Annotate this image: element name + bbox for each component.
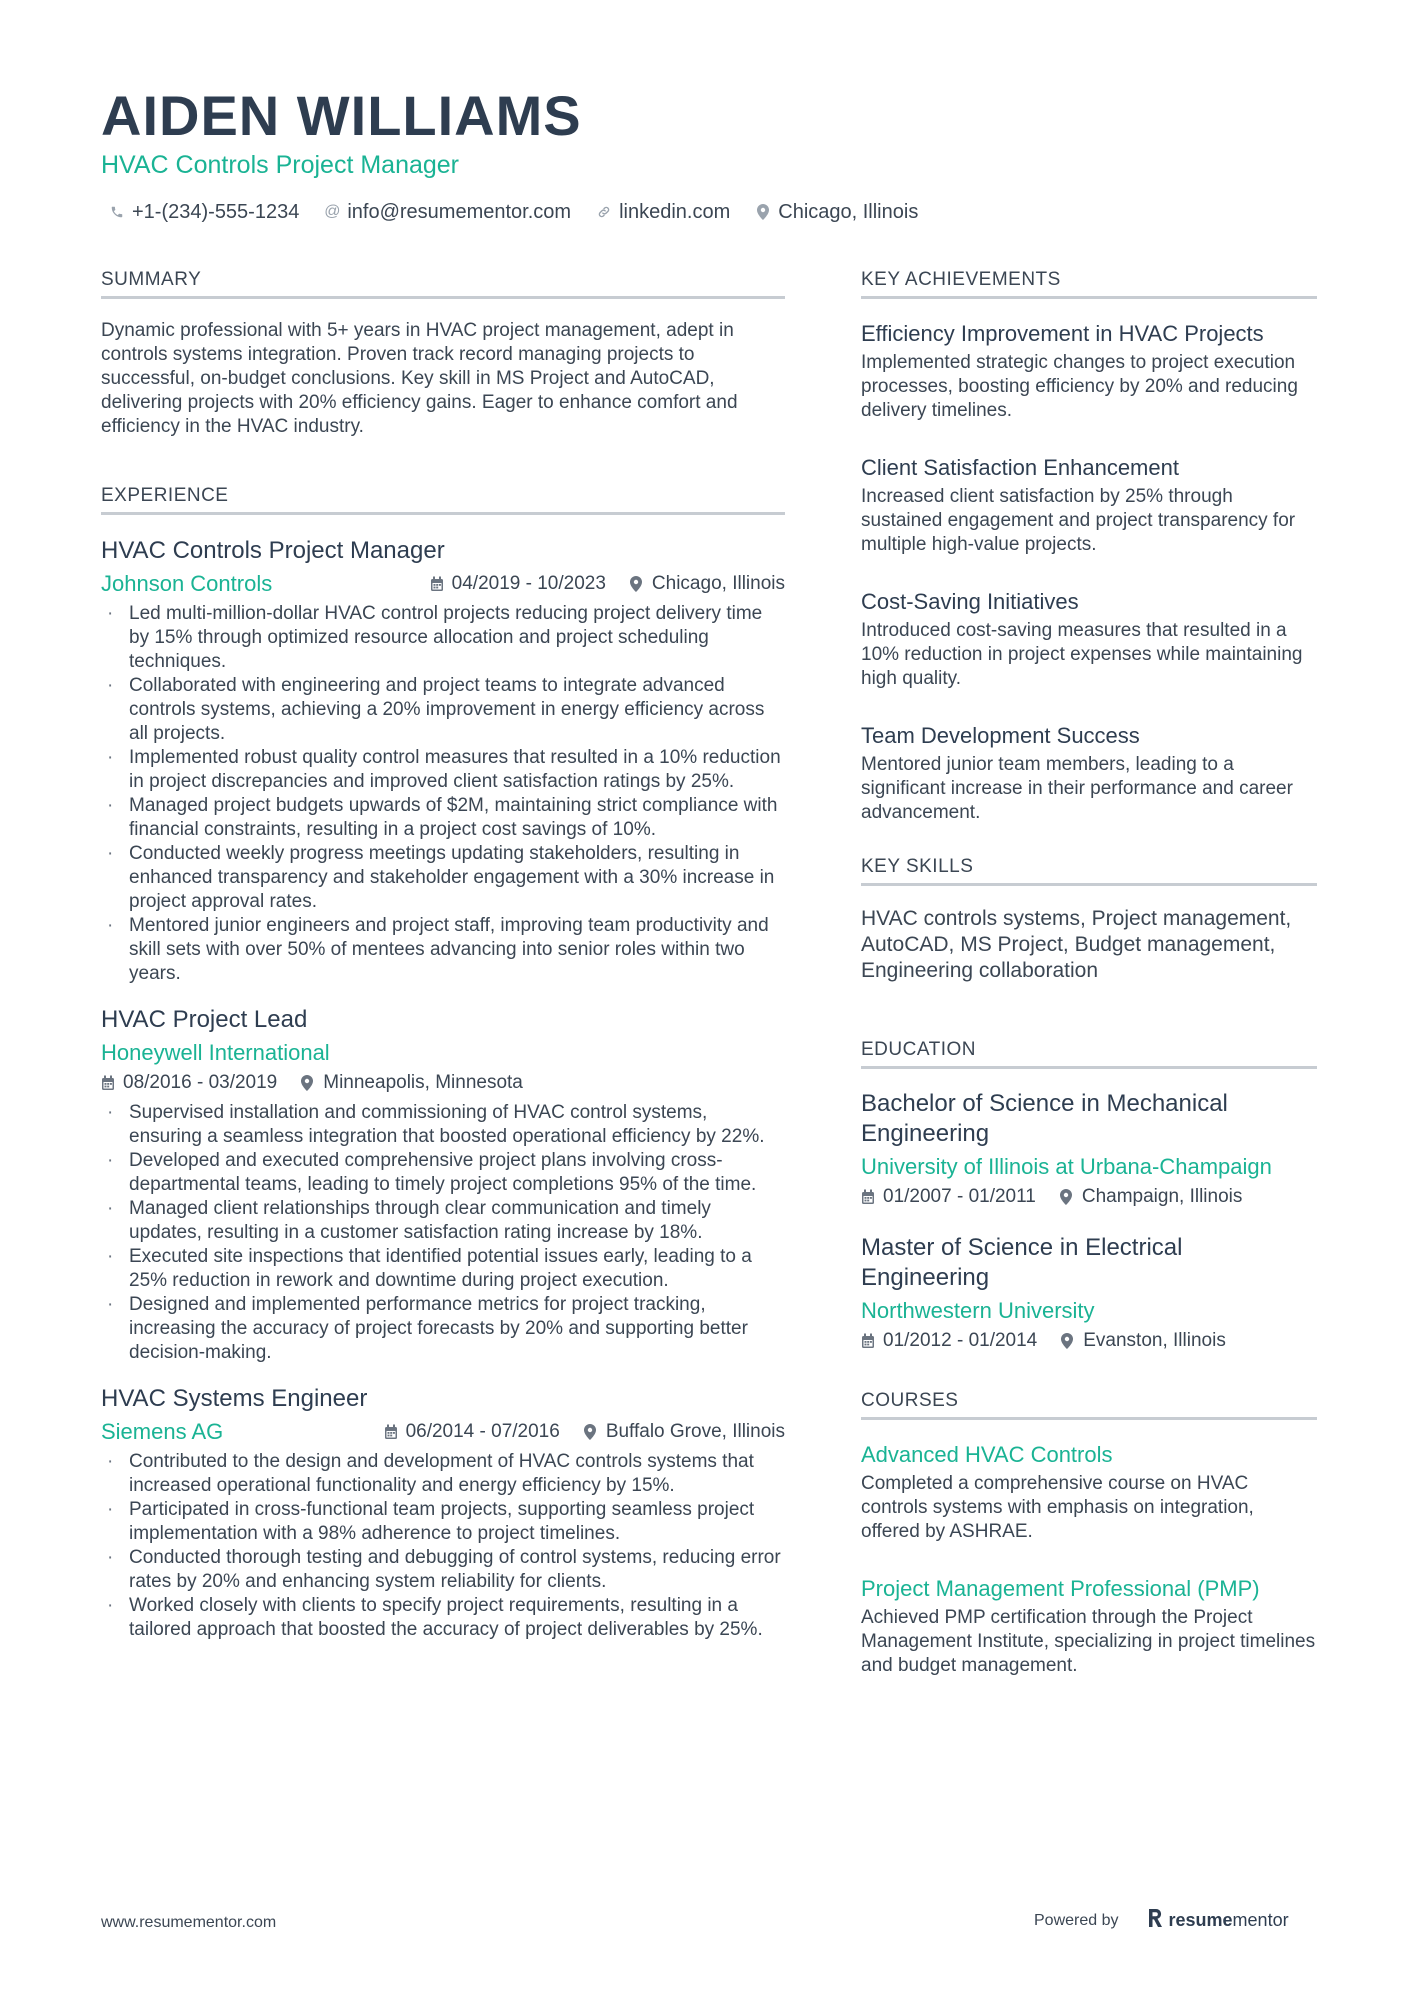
job-bullet: · Collaborated with engineering and project teams to integrate advanced controls systems, achieving a 20% improvement in energy efficiency across all projects. bbox=[101, 674, 785, 746]
experience-item bbox=[101, 535, 785, 986]
job-bullets bbox=[101, 1101, 785, 1365]
summary-section bbox=[101, 268, 785, 439]
achievement-desc: Implemented strategic changes to project execution processes, boosting efficiency by 20% and reducing delivery timelines. bbox=[861, 352, 1298, 421]
job-dates-text: 08/2016 - 03/2019 bbox=[123, 1072, 278, 1093]
candidate-title: HVAC Controls Project Manager bbox=[101, 151, 460, 179]
map-pin-icon bbox=[1061, 1333, 1075, 1349]
education-location bbox=[1061, 1327, 1226, 1355]
education-item bbox=[861, 1233, 1317, 1355]
job-role: HVAC Project Lead bbox=[101, 1006, 308, 1033]
job-role: HVAC Systems Engineer bbox=[101, 1385, 368, 1412]
job-bullet: · Contributed to the design and development of HVAC controls systems that increased operational functionality and energy efficiency by 15%. bbox=[101, 1450, 785, 1498]
brand-mark-icon bbox=[1147, 1908, 1163, 1933]
job-location bbox=[584, 1418, 785, 1446]
contact-linkedin-text: linkedin.com bbox=[619, 201, 731, 223]
link-icon bbox=[597, 205, 611, 219]
job-meta bbox=[101, 1069, 785, 1097]
job-location-text: Minneapolis, Minnesota bbox=[323, 1072, 523, 1093]
experience-heading: EXPERIENCE bbox=[101, 484, 785, 515]
education-meta bbox=[861, 1183, 1317, 1211]
job-meta-group bbox=[384, 1418, 785, 1446]
job-location-text: Chicago, Illinois bbox=[651, 573, 785, 594]
map-pin-icon bbox=[584, 1424, 598, 1440]
experience-item bbox=[101, 1383, 785, 1642]
education-location-text: Champaign, Illinois bbox=[1081, 1186, 1243, 1207]
brand-name-light: mentor bbox=[1232, 1910, 1289, 1930]
course-title: Project Management Professional (PMP) bbox=[861, 1576, 1260, 1601]
candidate-name: AIDEN WILLIAMS bbox=[101, 84, 582, 147]
education-dates-text: 01/2012 - 01/2014 bbox=[883, 1330, 1038, 1351]
calendar-icon bbox=[861, 1333, 875, 1349]
map-pin-icon bbox=[630, 576, 644, 592]
achievement-desc: Mentored junior team members, leading to a significant increase in their performance and career advancement. bbox=[861, 754, 1293, 823]
job-bullet: · Mentored junior engineers and project staff, improving team productivity and skill sets with over 50% of mentees advancing into senior roles within two years. bbox=[101, 914, 785, 986]
job-dates-text: 04/2019 - 10/2023 bbox=[451, 573, 606, 594]
powered-by-label: Powered by bbox=[1034, 1911, 1119, 1929]
job-dates-text: 06/2014 - 07/2016 bbox=[405, 1421, 560, 1442]
education-location bbox=[1060, 1183, 1243, 1211]
job-meta bbox=[101, 570, 785, 598]
summary-text: Dynamic professional with 5+ years in HVAC project management, adept in controls systems integration. Proven track record managing projects to successful, on-budget conclusions. Key skill in MS Project and AutoCAD, delivering projects with 20% efficiency gains. Eager to enhance comfort and efficiency in the HVAC industry. bbox=[101, 320, 738, 437]
job-role: HVAC Controls Project Manager bbox=[101, 537, 445, 564]
map-pin-icon bbox=[1060, 1189, 1074, 1205]
contact-email-text: info@resumementor.com bbox=[347, 201, 572, 223]
education-dates-text: 01/2007 - 01/2011 bbox=[883, 1186, 1036, 1207]
job-location bbox=[301, 1069, 523, 1097]
education-school: Northwestern University bbox=[861, 1298, 1095, 1323]
job-bullet: · Worked closely with clients to specify project requirements, resulting in a tailored approach that boosted the accuracy of project deliverables by 25%. bbox=[101, 1594, 785, 1642]
courses-heading: COURSES bbox=[861, 1389, 1317, 1420]
job-location-text: Buffalo Grove, Illinois bbox=[605, 1421, 785, 1442]
job-bullet: · Participated in cross-functional team projects, supporting seamless project implementation with a 98% adherence to project timelines. bbox=[101, 1498, 785, 1546]
job-dates bbox=[101, 1069, 277, 1097]
map-pin-icon bbox=[756, 205, 770, 219]
job-bullet: · Developed and executed comprehensive project plans involving cross-departmental teams, leading to timely project completions 95% of the time. bbox=[101, 1149, 785, 1197]
course-title: Advanced HVAC Controls bbox=[861, 1442, 1113, 1467]
job-bullet: · Supervised installation and commissioning of HVAC control systems, ensuring a seamless integration that boosted operational efficiency by 22%. bbox=[101, 1101, 785, 1149]
contact-phone[interactable] bbox=[110, 198, 299, 226]
education-degree: Bachelor of Science in Mechanical Engineering bbox=[861, 1090, 1228, 1147]
at-icon: @ bbox=[324, 203, 341, 220]
achievement-title: Client Satisfaction Enhancement bbox=[861, 455, 1179, 480]
course-desc: Achieved PMP certification through the Project Management Institute, specializing in project timelines and budget management. bbox=[861, 1607, 1316, 1676]
calendar-icon bbox=[430, 576, 444, 592]
job-bullets bbox=[101, 602, 785, 986]
right-column bbox=[861, 268, 1317, 1708]
course-desc: Completed a comprehensive course on HVAC controls systems with emphasis on integration, offered by ASHRAE. bbox=[861, 1473, 1254, 1542]
left-column bbox=[101, 268, 785, 1660]
calendar-icon bbox=[101, 1075, 115, 1091]
brand-logo[interactable] bbox=[1147, 1908, 1289, 1933]
achievement-item bbox=[861, 319, 1317, 423]
job-meta bbox=[101, 1418, 785, 1446]
contact-phone-text: +1-(234)-555-1234 bbox=[132, 201, 300, 223]
job-company: Siemens AG bbox=[101, 1419, 224, 1444]
calendar-icon bbox=[861, 1189, 875, 1205]
job-company: Johnson Controls bbox=[101, 571, 273, 596]
education-heading: EDUCATION bbox=[861, 1038, 1317, 1069]
job-company: Honeywell International bbox=[101, 1040, 330, 1065]
achievements-section bbox=[861, 268, 1317, 825]
skills-heading: KEY SKILLS bbox=[861, 855, 1317, 886]
education-item bbox=[861, 1089, 1317, 1211]
brand-name-bold: resume bbox=[1168, 1910, 1233, 1930]
education-dates bbox=[861, 1327, 1037, 1355]
course-item bbox=[861, 1440, 1317, 1544]
job-bullet: · Executed site inspections that identified potential issues early, leading to a 25% reduction in rework and downtime during project execution. bbox=[101, 1245, 785, 1293]
education-dates bbox=[861, 1183, 1036, 1211]
course-item bbox=[861, 1574, 1317, 1678]
job-bullets bbox=[101, 1450, 785, 1642]
achievement-item bbox=[861, 721, 1317, 825]
map-pin-icon bbox=[301, 1075, 315, 1091]
education-degree: Master of Science in Electrical Engineering bbox=[861, 1234, 1183, 1291]
education-section bbox=[861, 1038, 1317, 1355]
education-location-text: Evanston, Illinois bbox=[1083, 1330, 1226, 1351]
achievement-title: Team Development Success bbox=[861, 723, 1140, 748]
experience-section bbox=[101, 484, 785, 1642]
footer-website-link[interactable]: www.resumementor.com bbox=[101, 1914, 277, 1931]
courses-section bbox=[861, 1389, 1317, 1678]
job-bullet: · Designed and implemented performance metrics for project tracking, increasing the accuracy of project forecasts by 20% and supporting better decision-making. bbox=[101, 1293, 785, 1365]
education-school: University of Illinois at Urbana-Champaign bbox=[861, 1154, 1272, 1179]
job-bullet: · Conducted weekly progress meetings updating stakeholders, resulting in enhanced transparency and stakeholder engagement with a 30% increase in project approval rates. bbox=[101, 842, 785, 914]
footer-powered-by bbox=[1034, 1908, 1289, 1933]
job-bullet: · Implemented robust quality control measures that resulted in a 10% reduction in project discrepancies and improved client satisfaction ratings by 25%. bbox=[101, 746, 785, 794]
achievement-desc: Introduced cost-saving measures that resulted in a 10% reduction in project expenses while maintaining high quality. bbox=[861, 620, 1303, 689]
achievement-item bbox=[861, 453, 1317, 557]
education-meta bbox=[861, 1327, 1317, 1355]
contact-linkedin[interactable] bbox=[597, 198, 730, 226]
job-bullet: · Conducted thorough testing and debugging of control systems, reducing error rates by 20% and enhancing system reliability for clients. bbox=[101, 1546, 785, 1594]
skills-text: HVAC controls systems, Project management, AutoCAD, MS Project, Budget management, Engineering collaboration bbox=[861, 907, 1292, 982]
job-location bbox=[630, 570, 785, 598]
achievement-title: Efficiency Improvement in HVAC Projects bbox=[861, 321, 1264, 346]
contact-location bbox=[756, 198, 918, 226]
contact-bar bbox=[110, 198, 918, 226]
skills-section bbox=[861, 855, 1317, 984]
phone-icon bbox=[110, 205, 124, 219]
contact-location-text: Chicago, Illinois bbox=[778, 201, 919, 223]
job-bullet: · Managed client relationships through clear communication and timely updates, resulting in a customer satisfaction rating increase by 18%. bbox=[101, 1197, 785, 1245]
experience-item bbox=[101, 1004, 785, 1365]
achievements-heading: KEY ACHIEVEMENTS bbox=[861, 268, 1317, 299]
achievement-desc: Increased client satisfaction by 25% through sustained engagement and project transparency for multiple high-value projects. bbox=[861, 486, 1296, 555]
job-meta-group bbox=[430, 570, 785, 598]
job-dates bbox=[430, 570, 606, 598]
job-bullet: · Led multi-million-dollar HVAC control projects reducing project delivery time by 15% through optimized resource allocation and project scheduling techniques. bbox=[101, 602, 785, 674]
summary-heading: SUMMARY bbox=[101, 268, 785, 299]
contact-email[interactable] bbox=[325, 198, 571, 226]
job-dates bbox=[384, 1418, 560, 1446]
achievement-title: Cost-Saving Initiatives bbox=[861, 589, 1079, 614]
calendar-icon bbox=[384, 1424, 398, 1440]
achievement-item bbox=[861, 587, 1317, 691]
job-bullet: · Managed project budgets upwards of $2M, maintaining strict compliance with financial constraints, resulting in a project cost savings of 10%. bbox=[101, 794, 785, 842]
